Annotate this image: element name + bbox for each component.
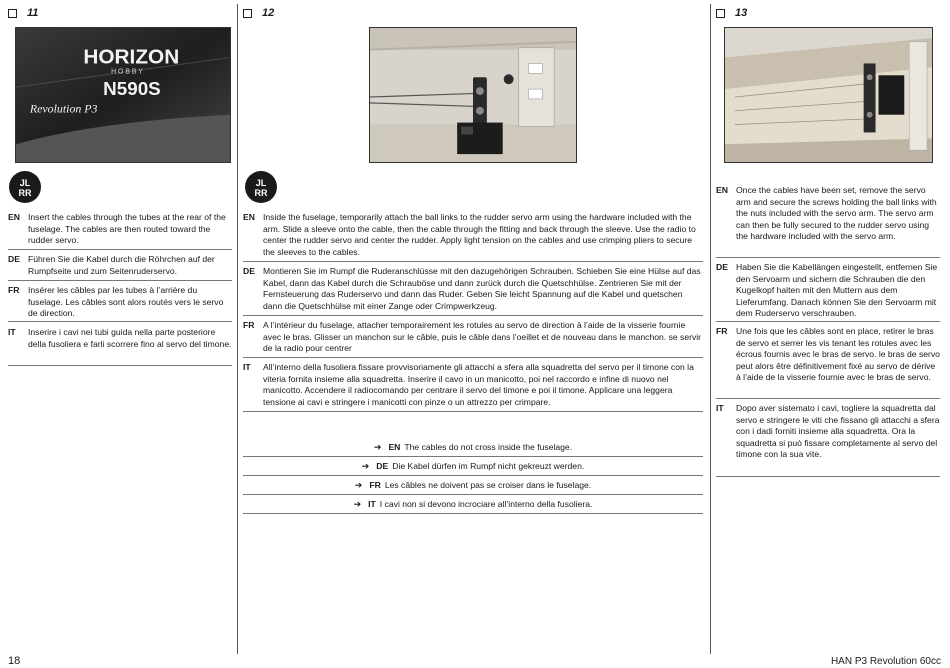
- instruction-text: All’interno della fusoliera fissare provvisoriamente gli attacchi a sfera alla squadretta del servo per il timone con la viteria fornita insieme alla squadretta. Inserire il cavo in un manicotto, poi nel raccordo e infine di nuovo nel manicotto. Accendere il radiocomando per centrare il servo del timone e poi il timone. Applicare una leggera tensione ai cavi e stringere i manicotti con pinze o un attrezzo per crimpare.: [263, 362, 694, 407]
- step-checkbox[interactable]: [8, 9, 17, 18]
- note-it: [243, 495, 703, 514]
- instruction-text: Insérer les câbles par les tubes à l’arrière du fuselage. Les câbles sont alors routés vers le servo de direction.: [28, 285, 224, 319]
- instruction-text: Once the cables have been set, remove the servo arm and secure the screws holding the ball links with the nuts included with the servo arm. The servo arm can then be fully secured to the rudder servo using the hardware included with the servo arm.: [736, 185, 937, 242]
- note-lang-code: DE: [376, 461, 389, 471]
- divider: [243, 357, 703, 358]
- note-fr: [243, 476, 703, 495]
- lang-code: FR: [8, 285, 20, 295]
- note-text: The cables do not cross inside the fuselage.: [404, 442, 573, 452]
- divider: [8, 365, 232, 366]
- note-text: I cavi non si devono incrociare all’interno della fusoliera.: [379, 499, 593, 509]
- svg-text:RR: RR: [18, 188, 32, 198]
- photo-model-script-text: Revolution P3: [29, 101, 98, 116]
- note-text: Les câbles ne doivent pas se croiser dans le fuselage.: [384, 480, 592, 490]
- svg-text:JL: JL: [19, 178, 31, 188]
- photo-brand-sub-text: H O B B Y: [111, 68, 143, 76]
- rudder-servo-photo: [370, 28, 576, 162]
- lang-code: DE: [243, 266, 255, 276]
- instruction-text: Inside the fuselage, temporarily attach the ball links to the rudder servo arm using the hardware included with the arm. Slide a sleeve onto the cable, then the cable through the fitting and back through the sleeve. Use the radio to center the rudder servo and center the rudder. Apply light tension on the cables and use crimping pliers to secure the sleeves to the cables.: [263, 212, 696, 257]
- step-checkbox[interactable]: [243, 9, 252, 18]
- divider: [716, 398, 940, 399]
- step-12-header: [243, 6, 274, 20]
- instruction-fr: [243, 320, 703, 355]
- note-en: [243, 438, 703, 457]
- instruction-text: Inserire i cavi nei tubi guida nella parte posteriore della fusoliera e farli scorrere fino al servo del timone.: [28, 327, 232, 349]
- step-checkbox[interactable]: [716, 9, 725, 18]
- instruction-text: Führen Sie die Kabel durch die Röhrchen auf der Rumpfseite und zum Seitenruderservo.: [28, 254, 215, 276]
- step-12-photo: [369, 27, 577, 163]
- arrow-right-icon: ➔: [353, 498, 362, 509]
- instruction-text: A l’intérieur du fuselage, attacher temporairement les rotules au servo de direction à l’aide de la visserie fournie avec le bras. Glisser un manchon sur le câble, puis le câble dans l’oeillet et de nouveau dans le manchon. se servir de la radio pour centrer: [263, 320, 702, 354]
- screwdriver-tool-icon: [8, 170, 42, 204]
- note-lang-code: IT: [368, 499, 376, 509]
- divider: [243, 261, 703, 262]
- lang-code: DE: [8, 254, 20, 264]
- instruction-text: Dopo aver sistemato i cavi, togliere la squadretta dal servo e stringere le viti che fissano gli attacchi a sfera con i dadi forniti insieme alla squadretta. Ora la squadretta si può fissare completamente al servo del timone con la sua vite.: [736, 403, 940, 460]
- lang-code: IT: [8, 327, 16, 337]
- instruction-text: Montieren Sie im Rumpf die Ruderanschlüsse mit den dazugehörigen Schrauben. Schieben Sie eine Hülse auf das Kabel, dann das Kabel durch die Schrauböse und dann zurück durch die Quetschhülse. Zentrieren Sie mit der Fernsteuerung das Ruderservo und dann das Ruder. Geben Sie leicht Spannung auf die Kabel und quetschen dann die Quetschhülse mit einer Zange oder Crimpwerkzeug.: [263, 266, 701, 311]
- divider: [243, 411, 703, 412]
- divider: [716, 257, 940, 258]
- instruction-en: [8, 212, 232, 247]
- arrow-right-icon: ➔: [354, 479, 363, 490]
- svg-text:JL: JL: [255, 178, 267, 188]
- arrow-right-icon: ➔: [373, 441, 382, 452]
- lang-code: EN: [243, 212, 255, 222]
- step-number: 11: [27, 7, 39, 19]
- lang-code: IT: [243, 362, 251, 372]
- lang-code: FR: [716, 326, 728, 336]
- note-text: Die Kabel dürfen im Rumpf nicht gekreuzt werden.: [392, 461, 585, 471]
- lang-code: IT: [716, 403, 724, 413]
- instruction-text: Une fois que les câbles sont en place, retirer le bras de servo et serrer les vis tenant les rotules avec les écrous fournis avec le bras de servo. le bras de servo peut alors être définitivement fixé au servo de dérive à l’aide de la visserie fournie avec le bras de servo.: [736, 326, 940, 383]
- instruction-it: [716, 403, 940, 461]
- step-11-photo: [15, 27, 231, 163]
- page-number: 18: [8, 655, 21, 667]
- svg-text:RR: RR: [254, 188, 268, 198]
- instruction-fr: [716, 326, 940, 384]
- footer-title: HAN P3 Revolution 60cc: [830, 656, 941, 667]
- instruction-text: Haben Sie die Kabellängen eingestellt, entfernen Sie den Servoarm und sichern die Schrauben die den Kugelkopf halten mit den Muttern aus dem Lieferumfang. Danach können Sie den Servoarm mit dem Ruderservo verschrauben.: [736, 262, 938, 319]
- note-lang-code: EN: [388, 442, 401, 452]
- divider: [716, 321, 940, 322]
- step-13-photo: [724, 27, 933, 163]
- instruction-de: [716, 262, 940, 320]
- note-de: [243, 457, 703, 476]
- lang-code: FR: [243, 320, 255, 330]
- step-number: 12: [262, 7, 275, 19]
- step-11-header: [8, 6, 38, 20]
- photo-brand-text: HORIZON: [83, 45, 180, 69]
- step-13-column: [716, 0, 940, 655]
- step-12-column: [243, 0, 703, 655]
- arrow-right-icon: ➔: [361, 460, 370, 471]
- fuselage-interior-photo: [725, 28, 932, 162]
- divider: [716, 476, 940, 477]
- note-lang-code: FR: [369, 480, 381, 490]
- instruction-it: [243, 362, 703, 408]
- lang-code: DE: [716, 262, 728, 272]
- instruction-it: [8, 327, 232, 350]
- step-13-header: [716, 6, 747, 20]
- instruction-text: Insert the cables through the tubes at the rear of the fuselage. The cables are then routed toward the rudder servo.: [28, 212, 226, 246]
- instruction-en: [243, 212, 703, 258]
- instruction-en: [716, 185, 940, 243]
- divider: [8, 280, 232, 281]
- step-11-column: [8, 0, 232, 655]
- column-divider: [237, 4, 238, 654]
- divider: [8, 249, 232, 250]
- instruction-fr: [8, 285, 232, 320]
- photo-registration-text: N590S: [103, 78, 161, 99]
- lang-code: EN: [716, 185, 728, 195]
- instruction-de: [8, 254, 232, 277]
- divider: [243, 315, 703, 316]
- screwdriver-tool-icon: [244, 170, 278, 204]
- column-divider: [710, 4, 711, 654]
- step-number: 13: [735, 7, 748, 19]
- fuselage-logo-photo: [16, 28, 230, 162]
- divider: [8, 321, 232, 322]
- instruction-de: [243, 266, 703, 312]
- lang-code: EN: [8, 212, 20, 222]
